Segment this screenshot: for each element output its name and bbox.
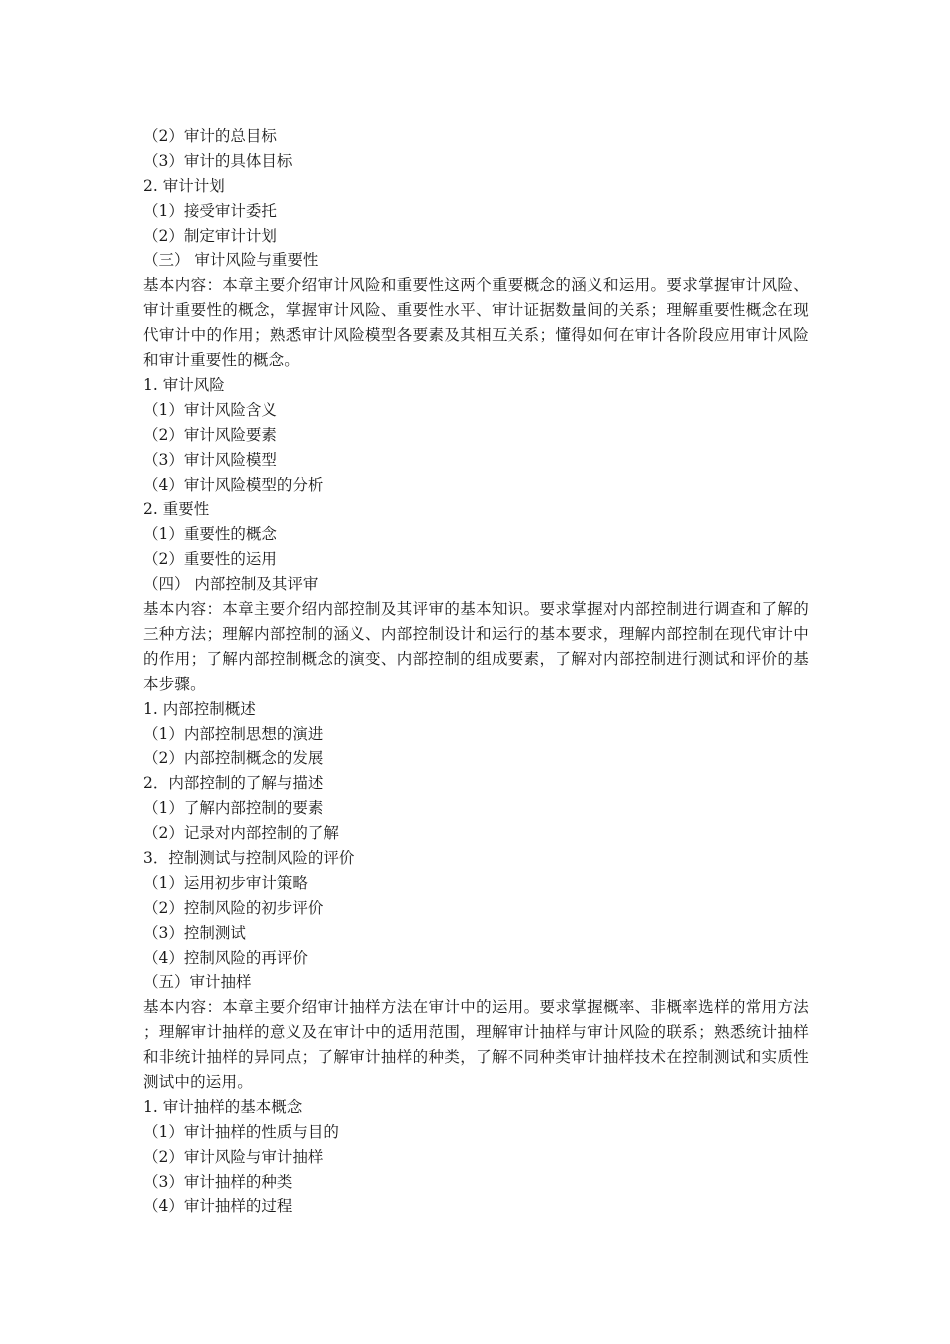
body-paragraph: 基本内容：本章主要介绍审计抽样方法在审计中的运用。要求掌握概率、非概率选样的常用方法；理解审计抽样的意义及在审计中的适用范围，理解审计抽样与审计风险的联系；熟悉统计抽样和非统计抽样的异同点；了解审计抽样的种类，了解不同种类审计抽样技术在控制测试和实质性测试中的运用。 [143,998,809,1092]
outline-line: （3）审计风险模型 [143,450,277,469]
document-body [143,124,809,1219]
outline-line: （3）审计的具体目标 [143,151,293,170]
outline-line: （3）审计抽样的种类 [143,1172,293,1191]
outline-line: （1）重要性的概念 [143,525,277,544]
outline-line: （2）控制风险的初步评价 [143,898,324,917]
outline-line: 1. 审计抽样的基本概念 [143,1097,303,1116]
outline-line: （2）内部控制概念的发展 [143,749,324,768]
outline-line: （三） 审计风险与重要性 [143,251,319,270]
body-paragraph: 基本内容：本章主要介绍内部控制及其评审的基本知识。要求掌握对内部控制进行调查和了解的三种方法；理解内部控制的涵义、内部控制设计和运行的基本要求，理解内部控制在现代审计中的作用；了解内部控制概念的演变、内部控制的组成要素，了解对内部控制进行测试和评价的基本步骤。 [143,599,809,693]
outline-line: （2）审计的总目标 [143,127,277,145]
outline-line: 1. 审计风险 [143,375,225,394]
outline-line: （1）运用初步审计策略 [143,873,308,892]
outline-line: （2）制定审计计划 [143,226,277,245]
outline-line: （4）审计风险模型的分析 [143,475,324,494]
outline-line: 2. 审计计划 [143,176,225,195]
outline-line: （2）重要性的运用 [143,550,277,569]
outline-line: 2．内部控制的了解与描述 [143,774,324,793]
outline-line: （2）审计风险要素 [143,425,277,444]
outline-line: （四） 内部控制及其评审 [143,575,319,594]
outline-line: （1）审计风险含义 [143,400,277,419]
outline-line: （1）了解内部控制的要素 [143,799,324,818]
outline-line: （1）审计抽样的性质与目的 [143,1122,339,1141]
outline-line: （4）审计抽样的过程 [143,1197,293,1216]
outline-line: （3）控制测试 [143,923,246,942]
outline-line: （五）审计抽样 [143,973,252,992]
outline-line: （1）内部控制思想的演进 [143,724,324,743]
outline-line: （2）记录对内部控制的了解 [143,824,339,843]
outline-line: （2）审计风险与审计抽样 [143,1147,324,1166]
outline-line: 2. 重要性 [143,500,210,519]
body-paragraph: 基本内容：本章主要介绍审计风险和重要性这两个重要概念的涵义和运用。要求掌握审计风险、审计重要性的概念，掌握审计风险、重要性水平、审计证据数量间的关系；理解重要性概念在现代审计中的作用；熟悉审计风险模型各要素及其相互关系；懂得如何在审计各阶段应用审计风险和审计重要性的概念。 [143,276,809,370]
outline-line: （1）接受审计委托 [143,201,277,220]
outline-line: （4）控制风险的再评价 [143,948,308,967]
outline-line: 1. 内部控制概述 [143,699,256,718]
outline-line: 3．控制测试与控制风险的评价 [143,848,355,867]
